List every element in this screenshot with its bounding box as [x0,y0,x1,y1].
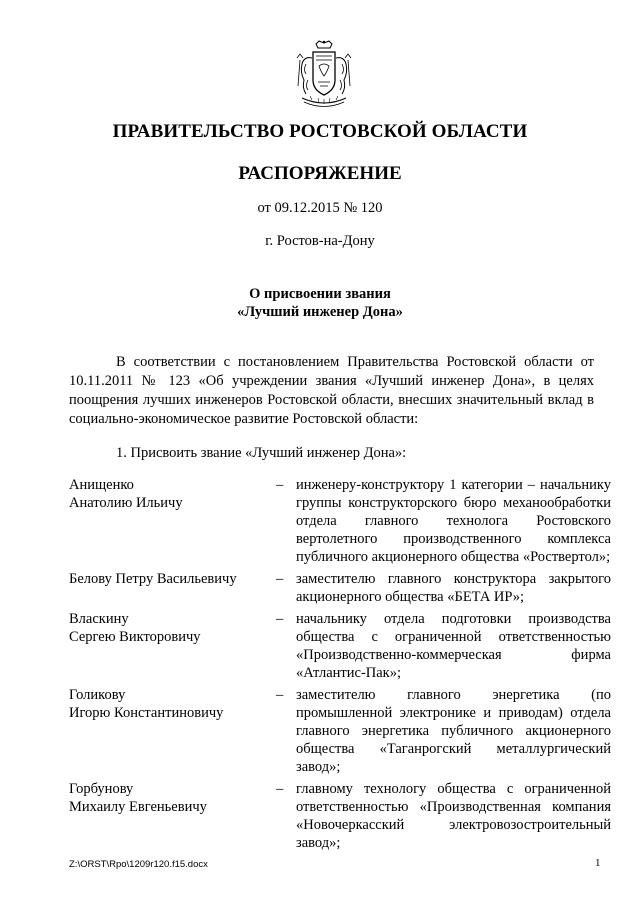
dash-separator: – [276,477,284,493]
awardee-position: главному технологу общества с ограниченной ответственностью «Производственная компания «Новочеркасский электровозостроительный завод»; [296,781,611,851]
awardee-row [69,686,614,776]
government-title: ПРАВИТЕЛЬСТВО РОСТОВСКОЙ ОБЛАСТИ [112,121,528,142]
awardee-name-line: Игорю Константиновичу [69,705,224,721]
awardee-name-line: Сергею Викторовичу [69,629,201,645]
awardee-row [69,570,614,606]
awardee-name [69,610,276,682]
document-date-number: от 09.12.2015 № 120 [257,200,383,216]
dash-separator: – [276,687,284,703]
awardee-name [69,476,276,566]
awardee-name [69,686,276,776]
dash-separator: – [276,611,284,627]
intro-paragraph: В соответствии с постановлением Правительства Ростовской области от 10.11.2011 № 123 «Об учреждении звания «Лучший инженер Дона», в целях поощрения лучших инженеров Ростовской области, внесших значительный вклад в социально-экономическое развитие Ростовской области: [69,354,594,427]
awardee-position: начальнику отдела подготовки производства общества с ограниченной ответственностью «Производственно-коммерческая фирма «Атлантис-Пак»; [296,611,611,681]
document-subject [0,285,640,321]
document-type-title: РАСПОРЯЖЕНИЕ [238,163,402,184]
awardee-name-line: Анищенко [69,477,134,493]
page-number: 1 [595,857,601,869]
awardee-name-line: Горбунову [69,781,134,797]
coat-of-arms-icon [292,40,356,112]
document-city: г. Ростов-на-Дону [265,233,375,249]
file-path-footer: Z:\ORST\Rpo\1209r120.f15.docx [69,859,208,870]
awardee-row [69,476,614,566]
awardee-name-line: Анатолию Ильичу [69,495,183,511]
awardee-name [69,570,276,606]
awardee-position: заместителю главного энергетика (по промышленной электронике и приводам) отдела главного энергетика публичного акционерного общества «Таганрогский металлургический завод»; [296,687,611,775]
awardee-name-line: Белову Петру Васильевичу [69,571,237,587]
dash-separator: – [276,571,284,587]
awardee-row [69,610,614,682]
dash-separator: – [276,781,284,797]
awardee-position: инженеру-конструктору 1 категории – начальнику группы конструкторского бюро механообработки отдела главного технолога Ростовского вертолетного производственного комплекса публичного акционерного общества «Роствертол»; [296,477,611,565]
subject-line-2: «Лучший инженер Дона» [237,304,403,320]
awardee-position: заместителю главного конструктора закрытого акционерного общества «БЕТА ИР»; [296,571,611,605]
awardee-name-line: Голикову [69,687,126,703]
awardees-list [69,476,614,856]
awardee-name-line: Михаилу Евгеньевичу [69,799,207,815]
awardee-name-line: Власкину [69,611,129,627]
awardee-row [69,780,614,852]
awardee-name [69,780,276,852]
point-1-heading: 1. Присвоить звание «Лучший инженер Дона»: [116,445,407,461]
subject-line-1: О присвоении звания [249,286,391,302]
